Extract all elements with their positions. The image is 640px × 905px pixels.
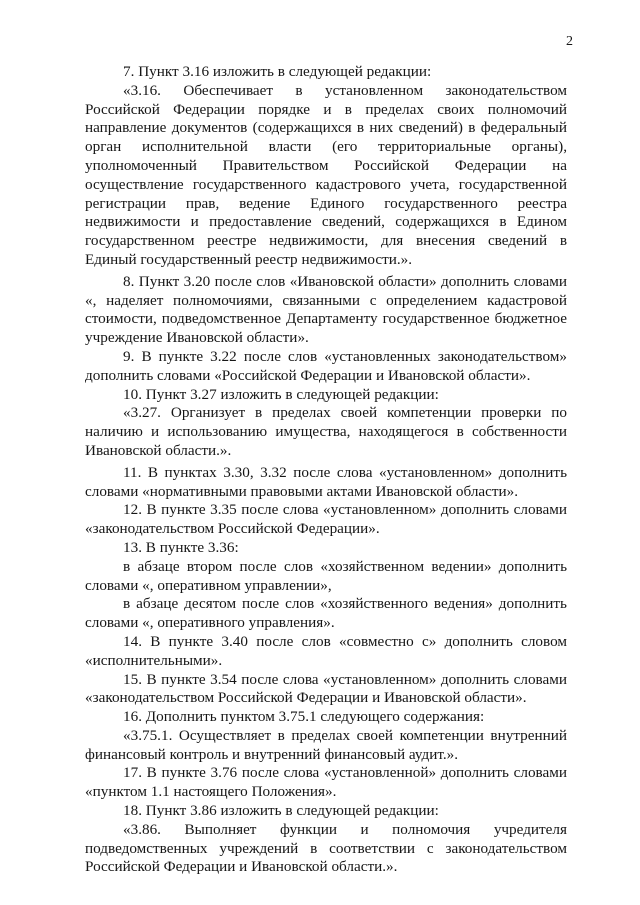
paragraph: 16. Дополнить пунктом 3.75.1 следующего содержания:: [123, 708, 485, 726]
paragraph: «3.86. Выполняет функции и полномочия учредителя подведомственных учреждений в соответствии с законодательством Российской Федерации и Ивановской области.».: [85, 820, 567, 876]
paragraph: в абзаце десятом после слов «хозяйственного ведения» дополнить словами «, оперативного управления».: [85, 595, 567, 632]
document-body: [85, 63, 567, 877]
paragraph: 17. В пункте 3.76 после слова «установленной» дополнить словами «пунктом 1.1 настоящего Положения».: [85, 764, 567, 801]
paragraph: 9. В пункте 3.22 после слов «установленных законодательством» дополнить словами «Российской Федерации и Ивановской области».: [85, 347, 567, 384]
paragraph: 14. В пункте 3.40 после слов «совместно с» дополнить словом «исполнительными».: [85, 632, 567, 669]
page-number: 2: [566, 34, 573, 49]
paragraph: 8. Пункт 3.20 после слов «Ивановской области» дополнить словами «, наделяет полномочиями, связанными с определением кадастровой стоимости, подведомственное Департаменту государственное бюджетное учреждение Ивановской области».: [85, 272, 567, 347]
paragraph: 12. В пункте 3.35 после слова «установленном» дополнить словами «законодательством Российской Федерации».: [85, 501, 567, 538]
paragraph: 18. Пункт 3.86 изложить в следующей редакции:: [123, 802, 439, 820]
paragraph: 7. Пункт 3.16 изложить в следующей редакции:: [123, 63, 432, 80]
paragraph: в абзаце втором после слов «хозяйственном ведении» дополнить словами «, оперативном управлении»,: [85, 557, 567, 594]
paragraph: «3.27. Организует в пределах своей компетенции проверки по наличию и использованию имущества, находящегося в собственности Ивановской области.».: [85, 404, 567, 459]
paragraph: «3.16. Обеспечивает в установленном законодательством Российской Федерации порядке и в пределах своих полномочий направление документов (содержащихся в них сведений) в федеральный орган исполнительной власти (его территориальные органы), уполномоченный Правительством Российской Федерации на осуществление государственного кадастрового учета, государственной регистрации прав, ведение Единого государственного реестра недвижимости и предоставление сведений, содержащихся в Едином государственном реестре недвижимости, для внесения сведений в Единый государственный реестр недвижимости.».: [85, 81, 567, 268]
paragraph: 10. Пункт 3.27 изложить в следующей редакции:: [123, 385, 439, 403]
paragraph: 11. В пунктах 3.30, 3.32 после слова «установленном» дополнить словами «нормативными правовыми актами Ивановской области».: [85, 463, 567, 500]
paragraph: «3.75.1. Осуществляет в пределах своей компетенции внутренний финансовый контроль и внутренний финансовый аудит.».: [85, 726, 567, 763]
paragraph: 15. В пункте 3.54 после слова «установленном» дополнить словами «законодательством Российской Федерации и Ивановской области».: [85, 670, 567, 707]
paragraph: 13. В пункте 3.36:: [123, 538, 239, 556]
